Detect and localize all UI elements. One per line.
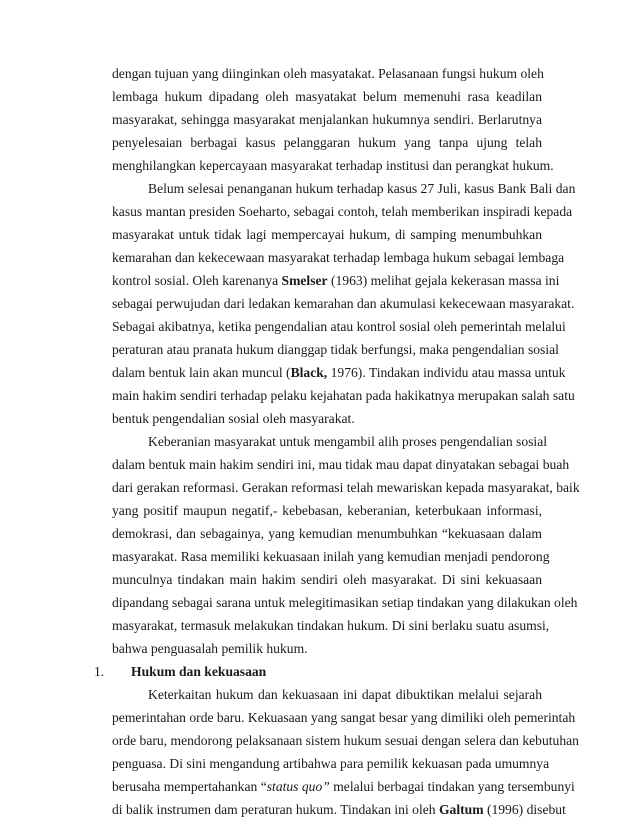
text-line: masyarakat untuk tidak lagi mempercayai hukum, di samping menumbuhkan	[112, 227, 542, 242]
text-line: bahwa penguasalah pemilik hukum.	[112, 641, 308, 656]
text-line: penyelesaian berbagai kasus pelanggaran hukum yang tanpa ujung telah	[112, 135, 542, 150]
text-line	[112, 361, 566, 384]
text-line: sebagai perwujudan dari ledakan kemarahan dan akumulasi kekecewaan masyarakat.	[112, 296, 575, 311]
text-line: lembaga hukum dipadang oleh masyatakat belum memenuhi rasa keadilan	[112, 89, 542, 104]
text-line: Keberanian masyarakat untuk mengambil alih proses pengendalian sosial	[148, 434, 548, 449]
section-title: Hukum dan kekuasaan	[131, 664, 267, 679]
text-segment: di balik instrumen dam peraturan hukum. Tindakan ini oleh	[112, 802, 436, 817]
text-line: Belum selesai penanganan hukum terhadap kasus 27 Juli, kasus Bank Bali dan	[148, 181, 576, 196]
text-line: bentuk pengendalian sosial oleh masyarakat.	[112, 411, 355, 426]
text-line: pemerintahan orde baru. Kekuasaan yang sangat besar yang dimiliki oleh pemerintah	[112, 710, 576, 725]
text-line: Sebagai akibatnya, ketika pengendalian atau kontrol sosial oleh pemerintah melalui	[112, 319, 566, 334]
text-line: dari gerakan reformasi. Gerakan reformasi telah mewariskan kepada masyarakat, baik	[112, 480, 580, 495]
text-line	[112, 798, 566, 821]
text-line: Keterkaitan hukum dan kekuasaan ini dapat dibuktikan melalui sejarah	[148, 687, 542, 702]
text-line: dipandang sebagai sarana untuk melegitimasikan setiap tindakan yang dilakukan oleh	[112, 595, 578, 610]
text-line: kasus mantan presiden Soeharto, sebagai contoh, telah memberikan inspiradi kepada	[112, 204, 573, 219]
text-line	[112, 775, 575, 798]
text-line: penguasa. Di sini mengandung artibahwa para pemilik kekuasan pada umumnya	[112, 756, 550, 771]
text-line: masyarakat, sehingga masyarakat menjalankan hukumnya sendiri. Berlarutnya	[112, 112, 542, 127]
text-line: orde baru, mendorong pelaksanaan sistem hukum sesuai dengan selera dan kebutuhan	[112, 733, 579, 748]
text-segment: 1976). Tindakan individu atau massa untuk	[330, 365, 566, 380]
text-line: dalam bentuk main hakim sendiri ini, mau tidak mau dapat dinyatakan sebagai buah	[112, 457, 570, 472]
section-number: 1.	[94, 664, 105, 679]
author-name-smelser: Smelser	[281, 273, 328, 288]
text-line: demokrasi, dan sebagainya, yang kemudian menumbuhkan “kekuasaan dalam	[112, 526, 542, 541]
text-segment: berusaha mempertahankan “	[112, 779, 267, 794]
text-line: kemarahan dan kekecewaan masyarakat terhadap lembaga hukum sebagai lembaga	[112, 250, 565, 265]
text-line: munculnya tindakan main hakim sendiri oleh masyarakat. Di sini kekuasaan	[112, 572, 542, 587]
text-segment: dalam bentuk lain akan muncul (	[112, 365, 291, 380]
text-segment: melalui berbagai tindakan yang tersembunyi	[329, 779, 575, 794]
text-segment: kontrol sosial. Oleh karenanya	[112, 273, 279, 288]
text-segment: (1996) disebut	[486, 802, 566, 817]
author-name-galtum: Galtum	[438, 802, 484, 817]
text-segment: (1963) melihat gejala kekerasan massa ini	[330, 273, 560, 288]
text-line: yang positif maupun negatif,- kebebasan, keberanian, keterbukaan informasi,	[112, 503, 542, 518]
text-line: menghilangkan kepercayaan masyarakat terhadap institusi dan perangkat hukum.	[112, 158, 554, 173]
italic-term-status-quo: status quo”	[266, 779, 330, 794]
section-heading	[94, 660, 544, 683]
text-line	[112, 269, 560, 292]
text-line: masyarakat. Rasa memiliki kekuasaan inilah yang kemudian menjadi pendorong	[112, 549, 550, 564]
author-name-black: Black,	[290, 365, 328, 380]
text-line: dengan tujuan yang diinginkan oleh masyatakat. Pelasanaan fungsi hukum oleh	[112, 66, 544, 81]
text-line: masyarakat, termasuk melakukan tindakan hukum. Di sini berlaku suatu asumsi,	[112, 618, 550, 633]
text-line: peraturan atau pranata hukum dianggap tidak berfungsi, maka pengendalian sosial	[112, 342, 559, 357]
text-line: main hakim sendiri terhadap pelaku kejahatan pada hakikatnya merupakan salah satu	[112, 388, 575, 403]
